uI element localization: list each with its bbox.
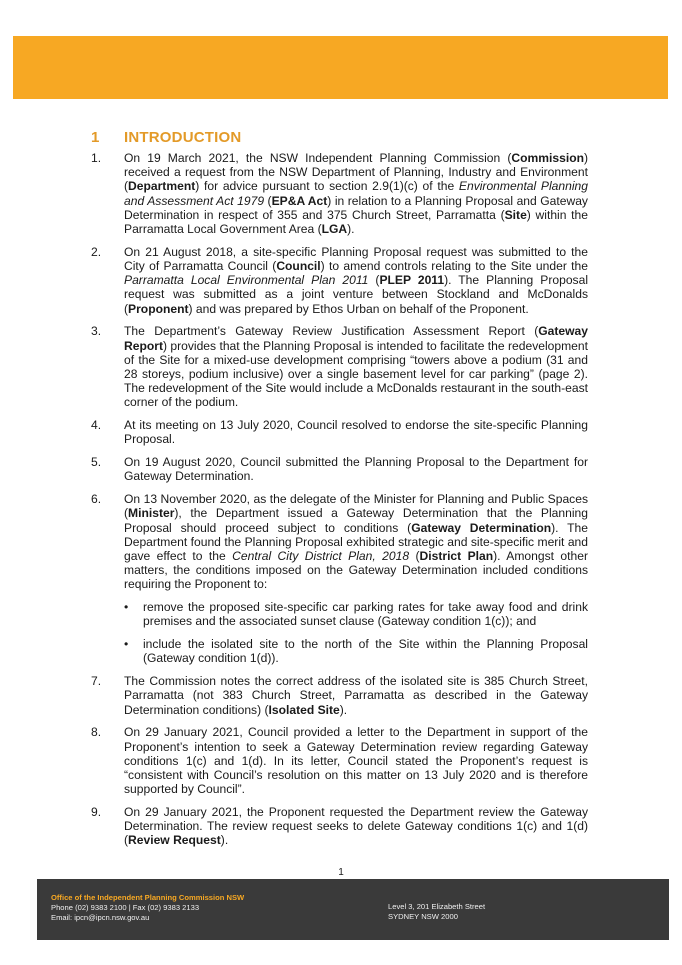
paragraph-number: 5. [91, 455, 102, 470]
paragraph-number: 7. [91, 674, 102, 689]
paragraph-text: On 29 January 2021, the Proponent requested the Department review the Gateway Determination. The review request seeks to delete Gateway conditions 1(c) and 1(d) (Review Request). [124, 805, 588, 848]
bullet-marker: • [124, 600, 129, 615]
section-heading [91, 129, 241, 146]
paragraph-number: 9. [91, 805, 102, 820]
section-number: 1 [91, 129, 100, 146]
paragraph-number: 8. [91, 725, 102, 740]
footer-office-name: Office of the Independent Planning Commission NSW [51, 893, 245, 902]
page-footer [37, 879, 669, 940]
paragraph-number: 2. [91, 244, 102, 259]
footer-address-line1: Level 3, 201 Elizabeth Street [388, 902, 486, 911]
numbered-paragraph [91, 725, 588, 796]
numbered-paragraph [91, 418, 588, 446]
footer-email: Email: ipcn@ipcn.nsw.gov.au [51, 913, 150, 923]
paragraph-text: The Department’s Gateway Review Justification Assessment Report (Gateway Report) provides that the Planning Proposal is intended to facilitate the redevelopment of the Site for a mixed-use development comprising “towers above a podium (31 and 28 storeys, podium inclusive) over a single basement level for car parking” (page 2). The redevelopment of the Site would include a McDonalds restaurant in the south-east corner of the podium. [124, 324, 588, 410]
paragraph-text: On 29 January 2021, Council provided a letter to the Department in support of the Proponent’s intention to seek a Gateway Determination review regarding Gateway conditions 1(c) and 1(d). In its letter, Council stated the Proponent’s request is “consistent with Council’s resolution on this matter on 13 July 2020 and is therefore supported by Council”. [124, 725, 588, 797]
paragraph-text: On 13 November 2020, as the delegate of the Minister for Planning and Public Spaces (Minister), the Department issued a Gateway Determination that the Planning Proposal should proceed subject to conditions (Gateway Determination). The Department found the Planning Proposal exhibited strategic and site-specific merit and gave effect to the Central City District Plan, 2018 (District Plan). Amongst other matters, the conditions imposed on the Gateway Determination included conditions requiring the Proponent to: [124, 492, 589, 592]
paragraph-text: The Commission notes the correct address of the isolated site is 385 Church Street, Parramatta (not 383 Church Street, Parramatta as described in the Gateway Determination conditions) (Isolated Site). [124, 674, 588, 717]
paragraph-text: At its meeting on 13 July 2020, Council resolved to endorse the site-specific Planning Proposal. [124, 418, 588, 447]
footer-phone: Phone (02) 9383 2100 | Fax (02) 9383 2133 [51, 903, 200, 913]
paragraph-text: On 19 March 2021, the NSW Independent Planning Commission (Commission) received a request from the NSW Department of Planning, Industry and Environment (Department) for advice pursuant to section 2.9(1)(c) of the Environmental Planning and Assessment Act 1979 (EP&A Act) in relation to a Planning Proposal and Gateway Determination in respect of 355 and 375 Church Street, Parramatta (Site) within the Parramatta Local Government Area (LGA). [124, 151, 589, 237]
bullet-marker: • [124, 637, 129, 652]
footer-address [388, 902, 485, 922]
paragraph-number: 6. [91, 492, 102, 507]
numbered-paragraph [91, 674, 588, 717]
paragraph-number: 4. [91, 418, 102, 433]
paragraph-number: 3. [91, 324, 102, 339]
bullet-item [124, 637, 588, 665]
bullet-text: include the isolated site to the north of the Site within the Planning Proposal (Gateway condition 1(d)). [143, 637, 588, 666]
page-number: 1 [338, 867, 344, 878]
bullet-item [124, 600, 588, 628]
numbered-paragraph [91, 455, 588, 483]
footer-contact [51, 893, 244, 924]
paragraph-text: On 19 August 2020, Council submitted the Planning Proposal to the Department for Gateway Determination. [124, 455, 588, 484]
numbered-paragraph [91, 151, 588, 236]
numbered-paragraph [91, 324, 588, 409]
document-body [91, 151, 588, 856]
header-banner [13, 36, 668, 99]
section-title: INTRODUCTION [124, 129, 242, 146]
bullet-text: remove the proposed site-specific car parking rates for take away food and drink premises and the associated sunset clause (Gateway condition 1(c)); and [143, 600, 588, 629]
numbered-paragraph [91, 245, 588, 316]
footer-address-line2: SYDNEY NSW 2000 [388, 912, 458, 922]
paragraph-text: On 21 August 2018, a site-specific Planning Proposal request was submitted to the City of Parramatta Council (Council) to amend controls relating to the Site under the Parramatta Local Environmental Plan 2011 (PLEP 2011). The Planning Proposal request was submitted as a joint venture between Stockland and McDonalds (Proponent) and was prepared by Ethos Urban on behalf of the Proponent. [124, 244, 589, 316]
numbered-paragraph [91, 805, 588, 848]
numbered-paragraph [91, 492, 588, 591]
paragraph-number: 1. [91, 151, 102, 165]
